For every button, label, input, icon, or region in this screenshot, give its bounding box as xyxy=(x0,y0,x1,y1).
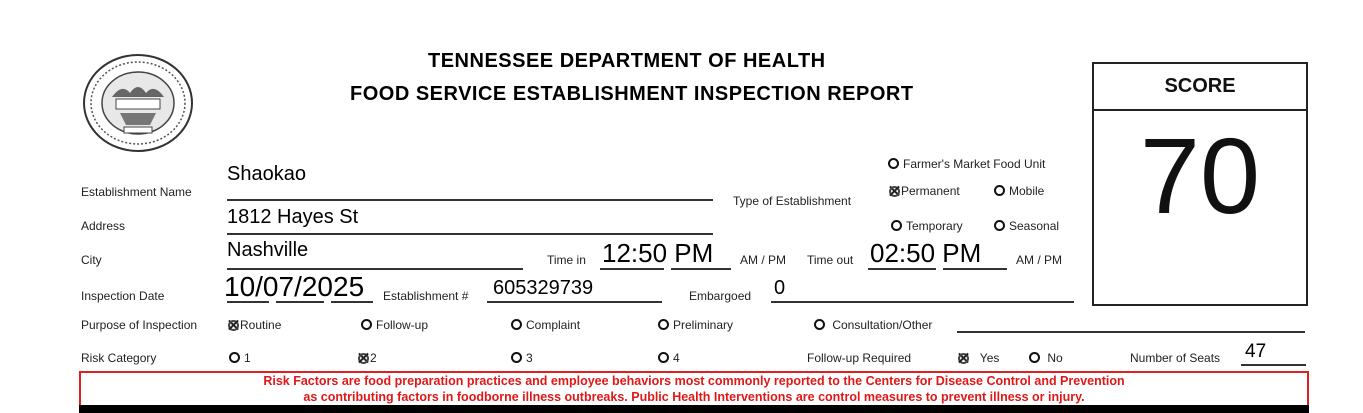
type-mobile-option[interactable] xyxy=(994,184,1044,198)
radio-checked-icon xyxy=(228,320,238,330)
score-value: 70 xyxy=(1139,115,1261,236)
purpose-consultation-option[interactable] xyxy=(814,318,932,332)
establishment-name-label: Establishment Name xyxy=(81,185,192,199)
type-seasonal-option[interactable] xyxy=(994,219,1059,233)
risk-4-label: 4 xyxy=(673,351,680,365)
purpose-follow-up-label: Follow-up xyxy=(376,318,429,332)
time-in-label: Time in xyxy=(547,253,586,267)
establishment-name-underline xyxy=(227,199,713,201)
risk-2-option[interactable] xyxy=(358,351,377,365)
radio-empty-icon xyxy=(361,319,372,330)
score-label: SCORE xyxy=(1094,64,1306,111)
radio-empty-icon xyxy=(891,220,902,231)
follow-up-no-label: No xyxy=(1047,351,1063,365)
time-out-label: Time out xyxy=(807,253,854,267)
time-out-ampm-label: AM / PM xyxy=(1016,253,1063,267)
follow-up-yes-label: Yes xyxy=(979,351,1000,365)
risk-1-label: 1 xyxy=(244,351,251,365)
time-out-underline-2 xyxy=(943,268,1007,270)
time-in-underline-1 xyxy=(600,268,664,270)
embargoed-label: Embargoed xyxy=(689,289,752,303)
time-in-field[interactable]: 12:50 PM xyxy=(602,238,714,268)
purpose-complaint-label: Complaint xyxy=(526,318,581,332)
number-of-seats-field[interactable]: 47 xyxy=(1245,341,1267,362)
risk-4-option[interactable] xyxy=(658,351,680,365)
section-header-bar xyxy=(79,405,1309,413)
risk-3-label: 3 xyxy=(526,351,533,365)
state-seal-icon xyxy=(82,53,194,153)
risk-3-option[interactable] xyxy=(511,351,533,365)
radio-empty-icon xyxy=(994,185,1005,196)
follow-up-yes-option[interactable] xyxy=(958,351,999,365)
type-seasonal-label: Seasonal xyxy=(1009,219,1060,233)
radio-empty-icon xyxy=(888,158,899,169)
address-label: Address xyxy=(81,219,126,233)
type-farmers-market-option[interactable] xyxy=(888,157,1045,171)
establishment-number-underline xyxy=(487,301,662,303)
establishment-name-field[interactable]: Shaokao xyxy=(227,163,306,185)
risk-category-label: Risk Category xyxy=(81,351,157,365)
number-of-seats-underline xyxy=(1241,364,1306,366)
purpose-other-underline xyxy=(957,331,1305,333)
establishment-number-label: Establishment # xyxy=(383,289,469,303)
inspection-date-underline-2 xyxy=(276,301,324,303)
radio-checked-icon xyxy=(889,186,899,196)
purpose-preliminary-option[interactable] xyxy=(658,318,733,332)
purpose-complaint-option[interactable] xyxy=(511,318,580,332)
type-temporary-option[interactable] xyxy=(891,219,963,233)
type-permanent-option[interactable] xyxy=(889,184,960,198)
radio-empty-icon xyxy=(1029,352,1040,363)
purpose-follow-up-option[interactable] xyxy=(361,318,428,332)
score-box xyxy=(1092,62,1308,306)
radio-empty-icon xyxy=(814,319,825,330)
risk-factors-banner xyxy=(79,371,1309,407)
type-temporary-label: Temporary xyxy=(906,219,963,233)
report-title-line1: TENNESSEE DEPARTMENT OF HEALTH xyxy=(428,50,826,72)
inspection-date-field[interactable]: 10/07/2025 xyxy=(224,271,365,302)
time-in-ampm-label: AM / PM xyxy=(740,253,787,267)
radio-empty-icon xyxy=(229,352,240,363)
type-farmers-market-label: Farmer's Market Food Unit xyxy=(903,157,1046,171)
radio-empty-icon xyxy=(511,352,522,363)
radio-empty-icon xyxy=(658,352,669,363)
type-permanent-label: Permanent xyxy=(901,184,960,198)
number-of-seats-label: Number of Seats xyxy=(1130,351,1221,365)
follow-up-required-label: Follow-up Required xyxy=(807,351,912,365)
inspection-date-label: Inspection Date xyxy=(81,289,165,303)
address-underline xyxy=(227,233,713,235)
purpose-routine-option[interactable] xyxy=(228,318,281,332)
city-field[interactable]: Nashville xyxy=(227,239,309,261)
purpose-preliminary-label: Preliminary xyxy=(673,318,734,332)
risk-1-option[interactable] xyxy=(229,351,251,365)
purpose-label: Purpose of Inspection xyxy=(81,318,198,332)
city-label: City xyxy=(81,253,102,267)
purpose-consultation-label: Consultation/Other xyxy=(832,318,933,332)
type-of-establishment-label: Type of Establishment xyxy=(733,194,852,208)
establishment-number-field[interactable]: 605329739 xyxy=(493,277,594,299)
radio-empty-icon xyxy=(994,220,1005,231)
time-in-underline-2 xyxy=(671,268,731,270)
address-field[interactable]: 1812 Hayes St xyxy=(227,206,359,228)
report-title-line2: FOOD SERVICE ESTABLISHMENT INSPECTION REPORT xyxy=(350,83,914,105)
time-out-underline-1 xyxy=(868,268,936,270)
radio-empty-icon xyxy=(658,319,669,330)
radio-checked-icon xyxy=(958,353,968,363)
embargoed-underline xyxy=(771,301,1074,303)
city-underline xyxy=(227,268,523,270)
inspection-date-underline-3 xyxy=(331,301,373,303)
time-out-field[interactable]: 02:50 PM xyxy=(870,238,982,268)
risk-banner-line2: as contributing factors in foodborne illness outbreaks. Public Health Interventions are control measures to prevent illness or injury. xyxy=(303,390,1085,404)
radio-empty-icon xyxy=(511,319,522,330)
risk-2-label: 2 xyxy=(370,351,377,365)
type-mobile-label: Mobile xyxy=(1009,184,1045,198)
purpose-routine-label: Routine xyxy=(240,318,282,332)
risk-banner-line1: Risk Factors are food preparation practices and employee behaviors most commonly reported to the Centers for Disease Control and Prevention xyxy=(263,374,1125,388)
embargoed-field[interactable]: 0 xyxy=(774,277,786,299)
inspection-date-underline-1 xyxy=(227,301,269,303)
follow-up-no-option[interactable] xyxy=(1029,351,1063,365)
radio-checked-icon xyxy=(358,353,368,363)
